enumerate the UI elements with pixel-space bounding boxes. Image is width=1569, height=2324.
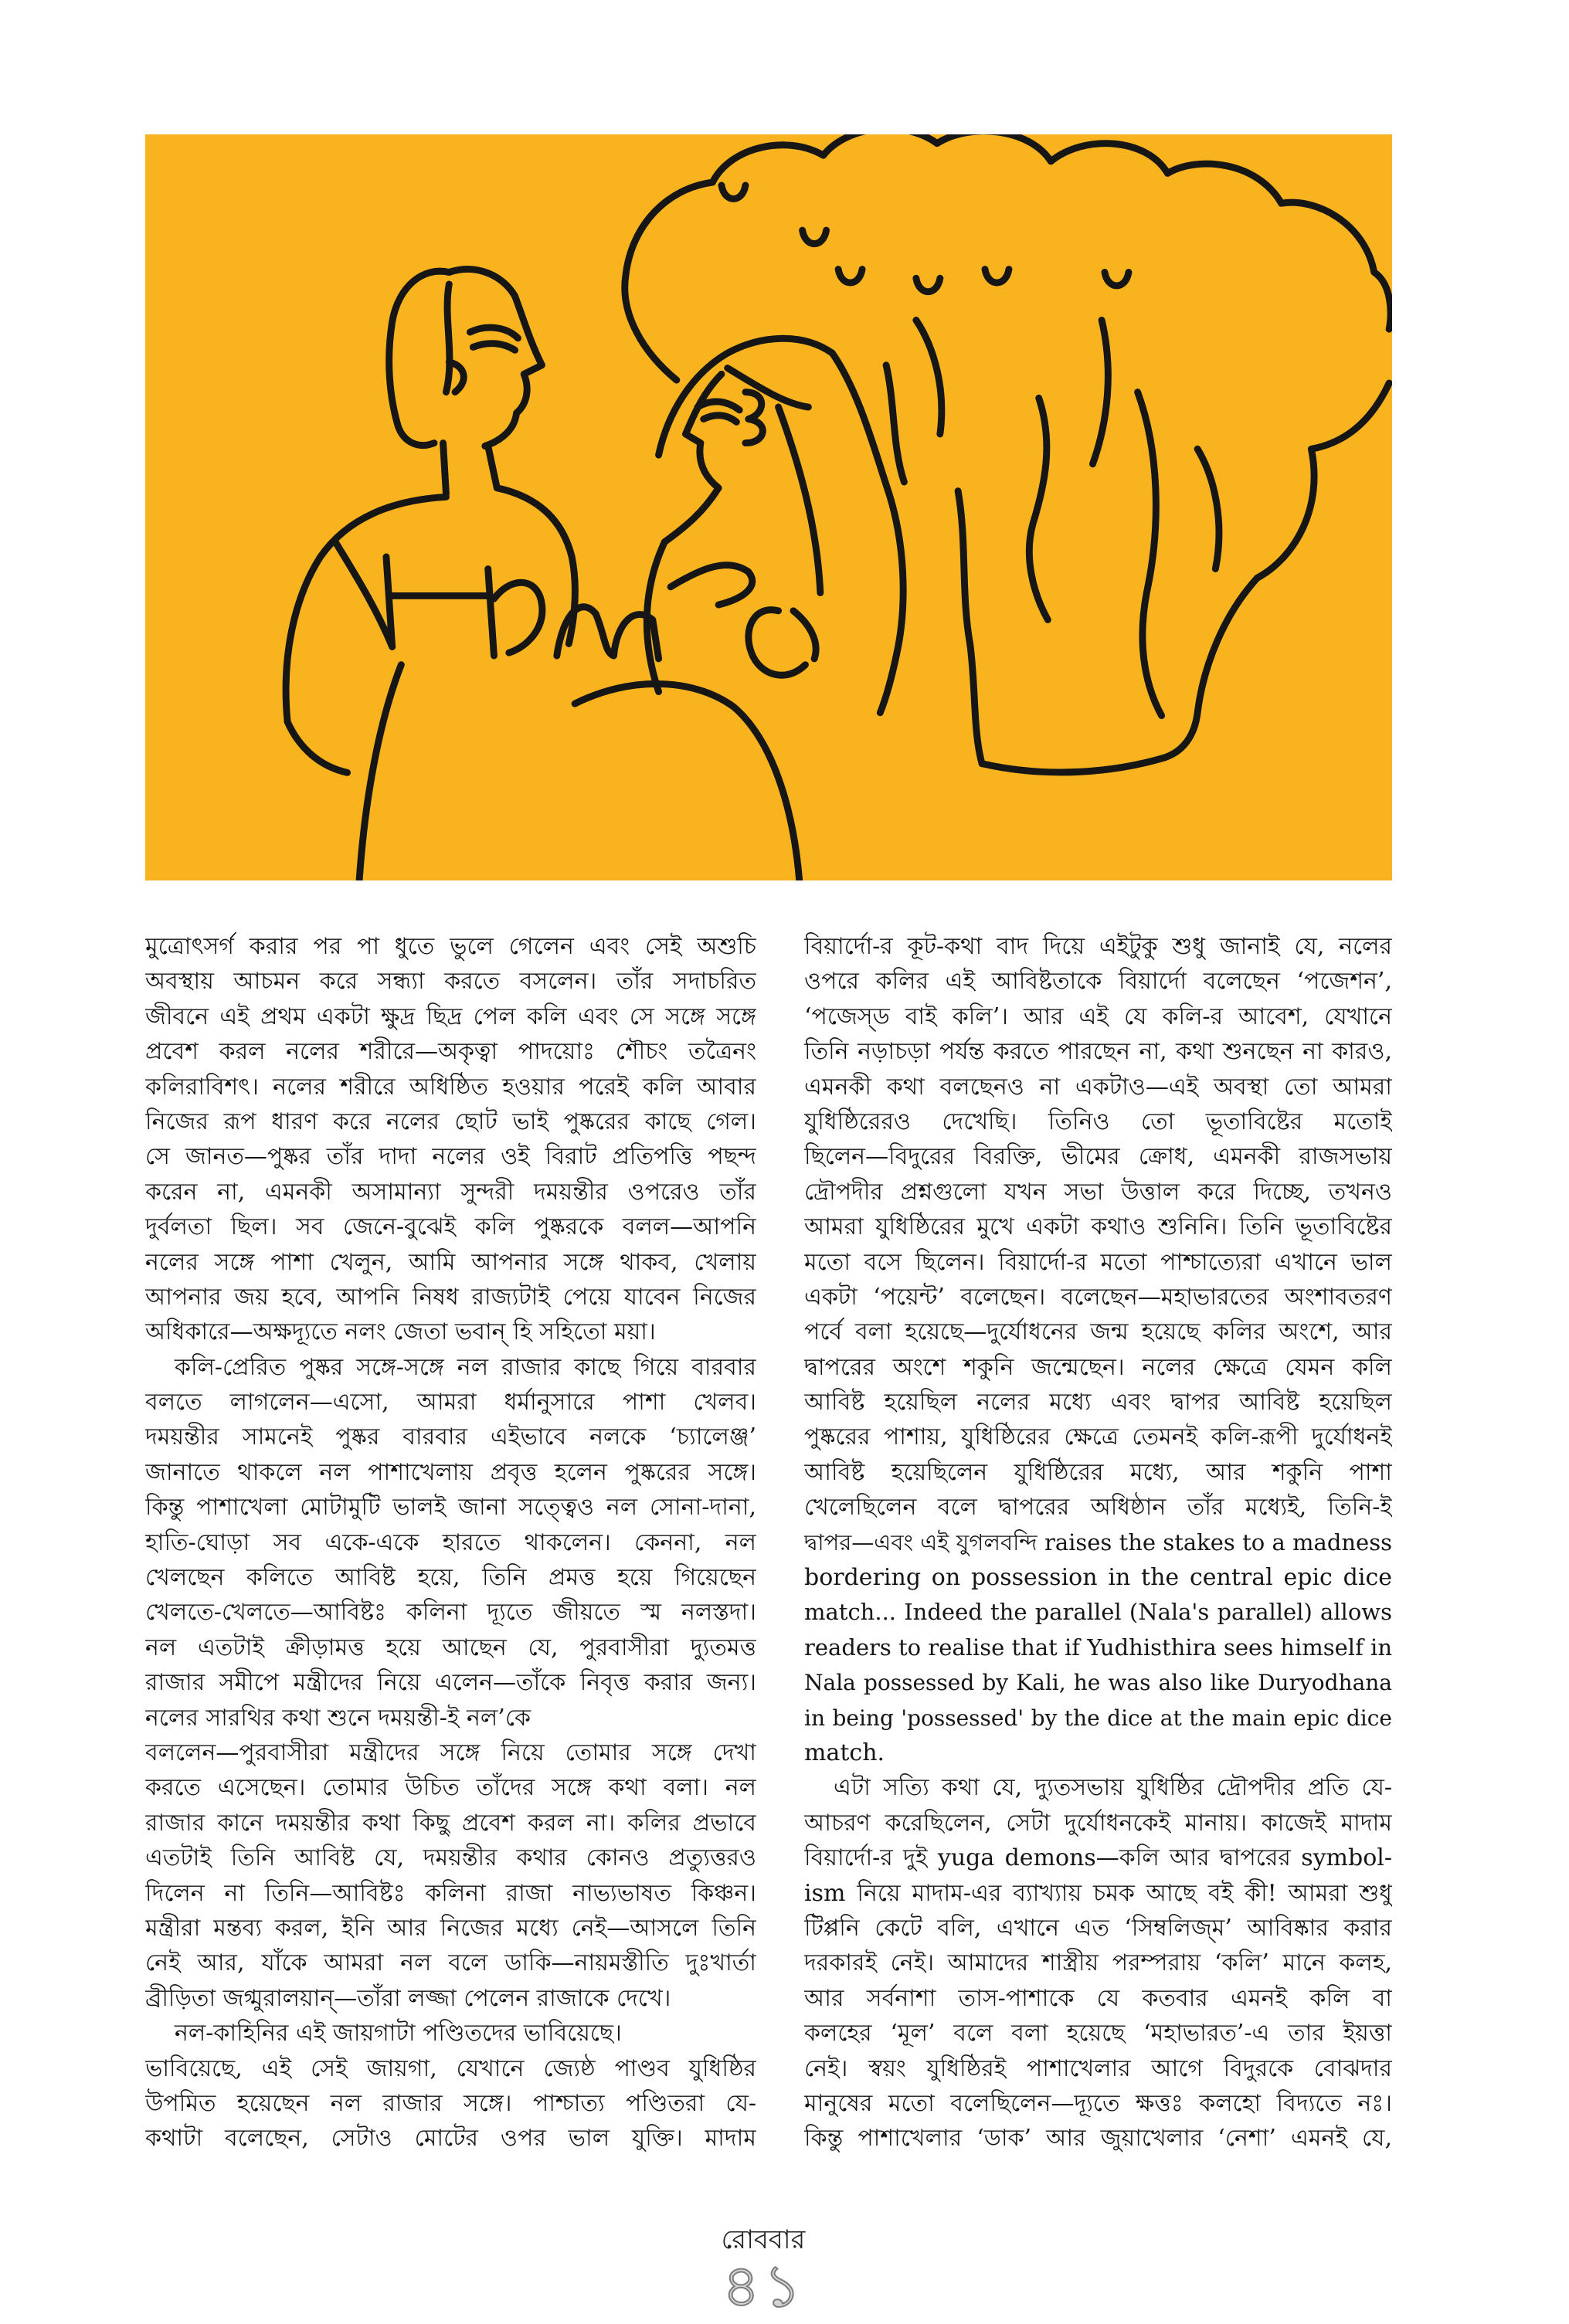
text-line: নলের সারথির কথা শুনে দময়ন্তী-ই নল’কে <box>145 1704 531 1732</box>
text-line: অধিকারে—অক্ষদ্যূতে নলং জেতা ভবান্ হি সহিতো ময়া। <box>145 1318 656 1346</box>
text-line: আপনার জয় হবে, আপনি নিষধ রাজ্যটাই পেয়ে যাবেন নিজের <box>145 1283 756 1311</box>
text-line: কিন্তু পাশাখেলার ‘ডাক’ আর জুয়াখেলার ‘নেশা’ এমনই যে, <box>804 2125 1392 2153</box>
text-line: আর সর্বনাশা তাস-পাশাকে যে কতবার এমনই কলি বা <box>804 1984 1392 2012</box>
text-line: দরকারই নেই। আমাদের শাস্ত্রীয় পরম্পরায় ‘কলি’ মানে কলহ, <box>804 1949 1392 1977</box>
text-line: উপমিত হয়েছেন নল রাজার সঙ্গে। পাশ্চাত্য পণ্ডিতরা যে- <box>145 2089 756 2117</box>
text-line: বিয়ার্দো-র দুই yuga demons—কলি আর দ্বাপরের symbol- <box>804 1844 1392 1872</box>
paragraph <box>145 2016 756 2156</box>
article-right-column <box>804 929 1392 2156</box>
text-line: দ্বাপর—এবং এই যুগলবন্দি raises the stakes to a madness <box>804 1528 1392 1556</box>
man-hair-front <box>446 284 449 392</box>
text-line: খেলছেন কলিতে আবিষ্ট হয়ে, তিনি প্রমত্ত হয়ে গিয়েছেন <box>145 1564 756 1592</box>
text-line: দুর্বলতা ছিল। সব জেনে-বুঝেই কলি পুষ্করকে বলল—আপনি <box>145 1213 756 1241</box>
text-line: খেলতে-খেলতে—আবিষ্টঃ কলিনা দ্যূতে জীয়তে স্ম নলস্তদা। <box>145 1599 756 1627</box>
text-line: আবিষ্ট হয়েছিলেন যুধিষ্ঠিরের মধ্যে, আর শকুনি পাশা <box>804 1458 1392 1486</box>
text-line: জীবনে এই প্রথম একটা ক্ষুদ্র ছিদ্র পেল কলি এবং সে সঙ্গে সঙ্গে <box>145 1003 756 1030</box>
text-line: কলিরাবিশৎ। নলের শরীরে অধিষ্ঠিত হওয়ার পরেই কলি আবার <box>145 1073 756 1101</box>
text-line: মানুষের মতো বলেছিলেন—দ্যূতে ক্ষত্তঃ কলহো বিদ্যতে নঃ। <box>804 2089 1392 2117</box>
text-line: ism নিয়ে মাদাম-এর ব্যাখ্যায় চমক আছে বই কী! আমরা শুধু <box>804 1879 1392 1907</box>
text-line: নল এতটাই ক্রীড়ামত্ত হয়ে আছেন যে, পুরবাসীরা দ্যুতমত্ত <box>145 1634 756 1661</box>
paragraph <box>804 929 1392 1770</box>
illustration <box>145 134 1392 880</box>
text-line: match... Indeed the parallel (Nala's parallel) allows <box>804 1599 1392 1626</box>
article-left-column <box>145 929 756 2156</box>
text-line: অবস্থায় আচমন করে সন্ধ্যা করতে বসলেন। তাঁর সদাচরিত <box>145 968 756 996</box>
text-line: সে জানত—পুষ্কর তাঁর দাদা নলের ওই বিরাট প্রতিপত্তি পছন্দ <box>145 1143 756 1171</box>
page-number: ৪১ <box>722 2251 805 2320</box>
text-line: এটা সত্যি কথা যে, দ্যুতসভায় যুধিষ্ঠির দ্রৌপদীর প্রতি যে- <box>834 1774 1392 1802</box>
text-line: বললেন—পুরবাসীরা মন্ত্রীদের সঙ্গে নিয়ে তোমার সঙ্গে দেখা <box>145 1739 756 1766</box>
text-line: রাজার সমীপে মন্ত্রীদের নিয়ে এলেন—তাঁকে নিবৃত্ত করার জন্য। <box>145 1669 756 1697</box>
text-line: বলতে লাগলেন—এসো, আমরা ধর্মানুসারে পাশা খেলব। <box>145 1389 756 1416</box>
text-line: নলের সঙ্গে পাশা খেলুন, আমি আপনার সঙ্গে থাকব, খেলায় <box>145 1248 756 1276</box>
text-line: match. <box>804 1739 885 1766</box>
text-line: কলি-প্রেরিত পুষ্কর সঙ্গে-সঙ্গে নল রাজার কাছে গিয়ে বারবার <box>175 1353 756 1381</box>
text-line: কলহের ‘মূল’ বলে বলা হয়েছে ‘মহাভারত’-এ তার ইয়ত্তা <box>804 2020 1392 2047</box>
text-line: নেই আর, যাঁকে আমরা নল বলে ডাকি—নায়মস্তীতি দুঃখার্তা <box>145 1949 756 1977</box>
text-line: যুধিষ্ঠিরেরও দেখেছি। তিনিও তো ভূতাবিষ্টের মতোই <box>804 1108 1392 1135</box>
text-line: নেই। স্বয়ং যুধিষ্ঠিরই পাশাখেলার আগে বিদুরকে বোঝদার <box>804 2054 1392 2082</box>
text-line: in being 'possessed' by the dice at the main epic dice <box>804 1705 1392 1731</box>
text-line: নল-কাহিনির এই জায়গাটা পণ্ডিতদের ভাবিয়েছে। <box>175 2020 622 2047</box>
text-line: ভাবিয়েছে, এই সেই জায়গা, যেখানে জ্যেষ্ঠ পাণ্ডব যুধিষ্ঠির <box>145 2054 756 2082</box>
text-line: নিজের রূপ ধারণ করে নলের ছোট ভাই পুষ্করের কাছে গেল। <box>145 1108 756 1135</box>
text-line: আমরা যুধিষ্ঠিরের মুখে একটা কথাও শুনিনি। তিনি ভূতাবিষ্টের <box>804 1213 1392 1241</box>
text-line: দ্রৌপদীর প্রশ্নগুলো যখন সভা উত্তাল করে দিচ্ছে, তখনও <box>804 1178 1392 1206</box>
text-line: আচরণ করেছিলেন, সেটা দুর্যোধনকেই মানায়। কাজেই মাদাম <box>804 1809 1392 1837</box>
paragraph <box>145 1350 756 2016</box>
text-line: কিন্তু পাশাখেলা মোটামুটি ভালই জানা সত্ত্বেও নল সোনা-দানা, <box>145 1494 756 1522</box>
text-line: দময়ন্তীর সামনেই পুষ্কর বারবার এইভাবে নলকে ‘চ্যালেঞ্জ’ <box>145 1423 756 1451</box>
text-line: খেলেছিলেন বলে দ্বাপরের অধিষ্ঠান তাঁর মধ্যেই, তিনি-ই <box>804 1494 1392 1522</box>
paragraph <box>804 1770 1392 2156</box>
text-line: আবিষ্ট হয়েছিল নলের মধ্যে এবং দ্বাপর আবিষ্ট হয়েছিল <box>804 1389 1392 1416</box>
text-line: readers to realise that if Yudhisthira sees himself in <box>804 1634 1392 1661</box>
paragraph <box>145 929 756 1350</box>
text-line: রাজার কানে দময়ন্তীর কথা কিছু প্রবেশ করল না। কলির প্রভাবে <box>145 1809 756 1837</box>
text-line: bordering on possession in the central epic dice <box>804 1564 1392 1592</box>
text-line: পুষ্করের পাশায়, যুধিষ্ঠিরের ক্ষেত্রে তেমনই কলি-রূপী দুর্যোধনই <box>804 1423 1392 1451</box>
text-line: টিপ্পনি কেটে বলি, এখানে এত ‘সিম্বলিজ্‌ম’ আবিষ্কার করার <box>804 1914 1392 1942</box>
text-line: এমনকী কথা বলছেনও না একটাও—এই অবস্থা তো আমরা <box>804 1073 1392 1101</box>
text-line: হাতি-ঘোড়া সব একে-একে হারতে থাকলেন। কেননা, নল <box>145 1528 756 1556</box>
text-line: করতে এসেছেন। তোমার উচিত তাঁদের সঙ্গে কথা বলা। নল <box>145 1774 756 1802</box>
text-line: কথাটা বলেছেন, সেটাও মোটের ওপর ভাল যুক্তি। মাদাম <box>145 2125 756 2153</box>
text-line: ওপরে কলির এই আবিষ্টতাকে বিয়ার্দো বলেছেন ‘পজেশন’, <box>804 968 1392 996</box>
text-line: মন্ত্রীরা মন্তব্য করল, ইনি আর নিজের মধ্যে নেই—আসলে তিনি <box>145 1914 756 1942</box>
text-line: প্রবেশ করল নলের শরীরে—অকৃত্বা পাদয়োঃ শৌচং তত্রৈনং <box>145 1038 756 1066</box>
text-line: বিয়ার্দো-র কূট-কথা বাদ দিয়ে এইটুকু শুধু জানাই যে, নলের <box>804 933 1392 960</box>
text-line: মতো বসে ছিলেন। বিয়ার্দো-র মতো পাশ্চাত্যেরা এখানে ভাল <box>804 1248 1392 1276</box>
text-line: ব্রীড়িতা জগ্মুরালয়ান্—তাঁরা লজ্জা পেলেন রাজাকে দেখে। <box>145 1984 671 2012</box>
magazine-name: রোববার <box>721 2224 806 2255</box>
text-line: জানাতে থাকলে নল পাশাখেলায় প্রবৃত্ত হলেন পুষ্করের সঙ্গে। <box>145 1458 756 1486</box>
text-line: ছিলেন—বিদুরের বিরক্তি, ভীমের ক্রোধ, এমনকী রাজসভায় <box>804 1143 1392 1171</box>
text-line: দ্বাপরের অংশে শকুনি জন্মেছেন। নলের ক্ষেত্রে যেমন কলি <box>804 1353 1392 1381</box>
text-line: মুত্রোৎসর্গ করার পর পা ধুতে ভুলে গেলেন এবং সেই অশুচি <box>145 933 756 960</box>
text-line: একটা ‘পয়েন্ট’ বলেছেন। বলেছেন—মহাভারতের অংশাবতরণ <box>804 1283 1392 1311</box>
text-line: এতটাই তিনি আবিষ্ট যে, দময়ন্তীর কথার কোনও প্রত্যুত্তরও <box>145 1844 756 1872</box>
text-line: Nala possessed by Kali, he was also like Duryodhana <box>804 1670 1392 1696</box>
text-line: ‘পজেস্ড বাই কলি’। আর এই যে কলি-র আবেশ, যেখানে <box>804 1003 1392 1030</box>
text-line: তিনি নড়াচড়া পর্যন্ত করতে পারছেন না, কথা শুনছেন না কারও, <box>804 1038 1392 1066</box>
text-line: করেন না, এমনকী অসামান্যা সুন্দরী দময়ন্তীর ওপরেও তাঁর <box>145 1178 756 1206</box>
text-line: পর্বে বলা হয়েছে—দুর্যোধনের জন্ম হয়েছে কলির অংশে, আর <box>804 1318 1392 1346</box>
text-line: দিলেন না তিনি—আবিষ্টঃ কলিনা রাজা নাভ্যভাষত কিঞ্চন। <box>145 1879 756 1907</box>
